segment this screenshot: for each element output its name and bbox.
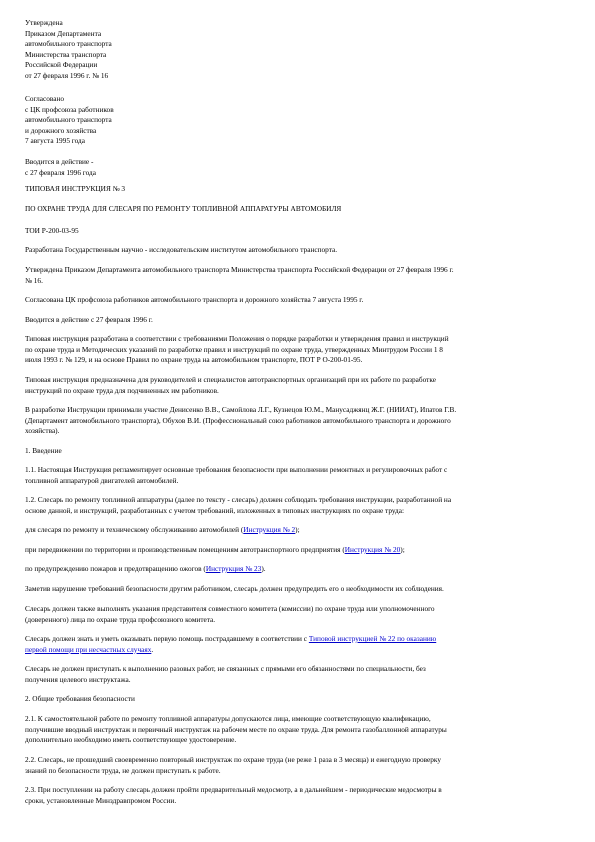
text-line: № 16.: [25, 275, 43, 285]
approval-line: Российской Федерации: [25, 60, 98, 69]
text-line: по охране труда и Методических указаний по разработке правил и инструкций по охране труда, утвержденных Минтрудом России 1 8: [25, 344, 443, 354]
text-line: 1.2. Слесарь по ремонту топливной аппаратуры (далее по тексту - слесарь) должен соблюдать требования инструкции, разработанной на: [25, 495, 452, 504]
clause-1-1: [25, 465, 560, 486]
text-line: получившие вводный инструктаж и первичный инструктаж на рабочем месте по охране труда. Для ремонта газобаллонной аппаратуры: [25, 724, 447, 734]
text-line: основе данной, и инструкций, разработанных с учетом требований, изложенных в типовых инструкциях по охране труда:: [25, 505, 405, 515]
agreement-line: с ЦК профсоюза работников: [25, 104, 114, 114]
text-line: получения целевого инструктажа.: [25, 674, 131, 684]
text-line: Типовая инструкция предназначена для руководителей и специалистов автотранспортных организаций при их работе по разработке: [25, 375, 436, 384]
text-line: 2.3. При поступлении на работу слесарь должен пройти предварительный медосмотр, а в дальнейшем - периодические медосмотры в: [25, 785, 442, 794]
approval-line: Министерства транспорта: [25, 49, 107, 59]
paragraph-effective: Вводится в действие с 27 февраля 1996 г.: [25, 315, 153, 324]
text-line: 1.1. Настоящая Инструкция регламентирует основные требования безопасности при выполнении ремонтных и регулировочных работ с: [25, 465, 448, 474]
text-line: 2.2. Слесарь, не прошедший своевременно повторный инструктаж по охране труда (не реже 1 раза в 3 месяца) и ежегодную проверку: [25, 755, 442, 764]
text-line: Утверждена Приказом Департамента автомобильного транспорта Министерства транспорта Российской Федерации от 27 февраля 1996 г.: [25, 265, 454, 274]
text-line: июля 1993 г. № 129, и на основе Правил по охране труда на автомобильном транспорте, ПОТ Р О-200-01-95.: [25, 355, 363, 364]
item-text: Слесарь должен знать и уметь оказывать первую помощь пострадавшему в соответствии с: [25, 634, 309, 643]
agreement-line: и дорожного хозяйства: [25, 125, 97, 135]
item-text: при передвижении по территории и производственным помещениям автотранспортного предприятия (: [25, 545, 345, 554]
instruction-2-link[interactable]: Инструкция № 2: [243, 525, 296, 534]
paragraph-approved: [25, 265, 560, 286]
text-line: 2.1. К самостоятельной работе по ремонту топливной аппаратуры допускаются лица, имеющие соответствующую квалификацию,: [25, 714, 431, 723]
item-text: );: [295, 525, 300, 534]
instruction-item-23: [25, 564, 560, 575]
section-heading-introduction: 1. Введение: [25, 446, 62, 455]
text-line: В разработке Инструкции принимали участие Денисенко В.В., Самойлова Л.Г., Кузнецов Ю.М., Манусаджянц Ж.Г. (НИИАТ), Ипатов Г.В.: [25, 405, 457, 414]
instruction-item-2: [25, 525, 560, 536]
paragraph-developer: Разработана Государственным научно - исследовательским институтом автомобильного транспорта.: [25, 245, 338, 254]
paragraph-first-aid: [25, 634, 560, 655]
paragraph-one-time-work: [25, 664, 560, 685]
item-text: .: [151, 644, 154, 654]
text-line: хозяйства).: [25, 426, 60, 435]
paragraph-agreed: Согласована ЦК профсоюза работников автомобильного транспорта и дорожного хозяйства 7 августа 1995 г.: [25, 295, 364, 304]
document-subtitle: ПО ОХРАНЕ ТРУДА ДЛЯ СЛЕСАРЯ ПО РЕМОНТУ ТОПЛИВНОЙ АППАРАТУРЫ АВТОМОБИЛЯ: [25, 204, 342, 213]
text-line: Слесарь должен также выполнять указания представителя совместного комитета (комиссии) по охране труда или уполномоченного: [25, 604, 435, 613]
item-text: по предупреждению пожаров и предотвращению ожогов (: [25, 564, 206, 573]
text-line: дополнительно необходимо иметь соответствующее удостоверение.: [25, 735, 237, 744]
text-line: сроки, установленные Минздравпромом России.: [25, 795, 177, 805]
clause-2-2: [25, 755, 560, 776]
paragraph-committee: [25, 604, 560, 625]
effective-line: с 27 февраля 1996 года: [25, 167, 96, 177]
item-text: для слесаря по ремонту и техническому обслуживанию автомобилей (: [25, 525, 244, 534]
clause-1-2: [25, 495, 560, 516]
text-line: (Департамент автомобильного транспорта), Обухов В.И. (Профессиональный союз работников автомобильного транспорта и дорожного: [25, 415, 451, 425]
first-aid-instruction-link[interactable]: Типовой инструкцией № 22 по оказанию: [308, 634, 437, 643]
instruction-23-link[interactable]: Инструкция № 23: [205, 564, 262, 573]
document-title: ТИПОВАЯ ИНСТРУКЦИЯ № 3: [25, 184, 126, 193]
first-aid-instruction-link-cont[interactable]: первой помощи при несчастных случаях: [25, 644, 152, 654]
agreement-line: 7 августа 1995 года: [25, 136, 85, 145]
agreement-line: Согласовано: [25, 94, 65, 103]
effective-block: [25, 157, 560, 178]
agreement-line: автомобильного транспорта: [25, 115, 112, 124]
approval-block: [25, 18, 560, 81]
approval-line: Утверждена: [25, 18, 63, 27]
text-line: Слесарь не должен приступать к выполнению разовых работ, не связанных с прямыми его обязанностями по специальности, без: [25, 664, 426, 673]
instruction-20-link[interactable]: Инструкция № 20: [344, 545, 401, 554]
text-line: топливной аппаратурой двигателей автомобилей.: [25, 475, 179, 485]
clause-2-1: [25, 714, 560, 746]
item-text: );: [400, 545, 405, 554]
text-line: Типовая инструкция разработана в соответствии с требованиями Положения о порядке разработки и утверждения правил и инструкций: [25, 334, 449, 343]
approval-line: автомобильного транспорта: [25, 39, 112, 48]
paragraph-warn-others: Заметив нарушение требований безопасности другим работником, слесарь должен предупредить его о необходимости их соблюдения.: [25, 584, 444, 593]
text-line: (доверенного) лица по охране труда профсоюзного комитета.: [25, 614, 216, 624]
text-line: знаний по безопасности труда, не должен приступать к работе.: [25, 765, 221, 775]
text-line: инструкций по охране труда для подчиненных им работников.: [25, 385, 219, 395]
effective-line: Вводится в действие -: [25, 157, 94, 166]
paragraph-basis: [25, 334, 560, 366]
paragraph-authors: [25, 405, 560, 437]
agreement-block: [25, 94, 560, 147]
paragraph-purpose: [25, 375, 560, 396]
section-heading-general: 2. Общие требования безопасности: [25, 694, 135, 703]
item-text: ).: [261, 564, 266, 573]
approval-line: от 27 февраля 1996 г. № 16: [25, 70, 109, 80]
approval-line: Приказом Департамента: [25, 28, 102, 38]
document-code: ТОИ Р-200-03-95: [25, 226, 79, 235]
clause-2-3: [25, 785, 560, 806]
instruction-item-20: [25, 545, 560, 556]
